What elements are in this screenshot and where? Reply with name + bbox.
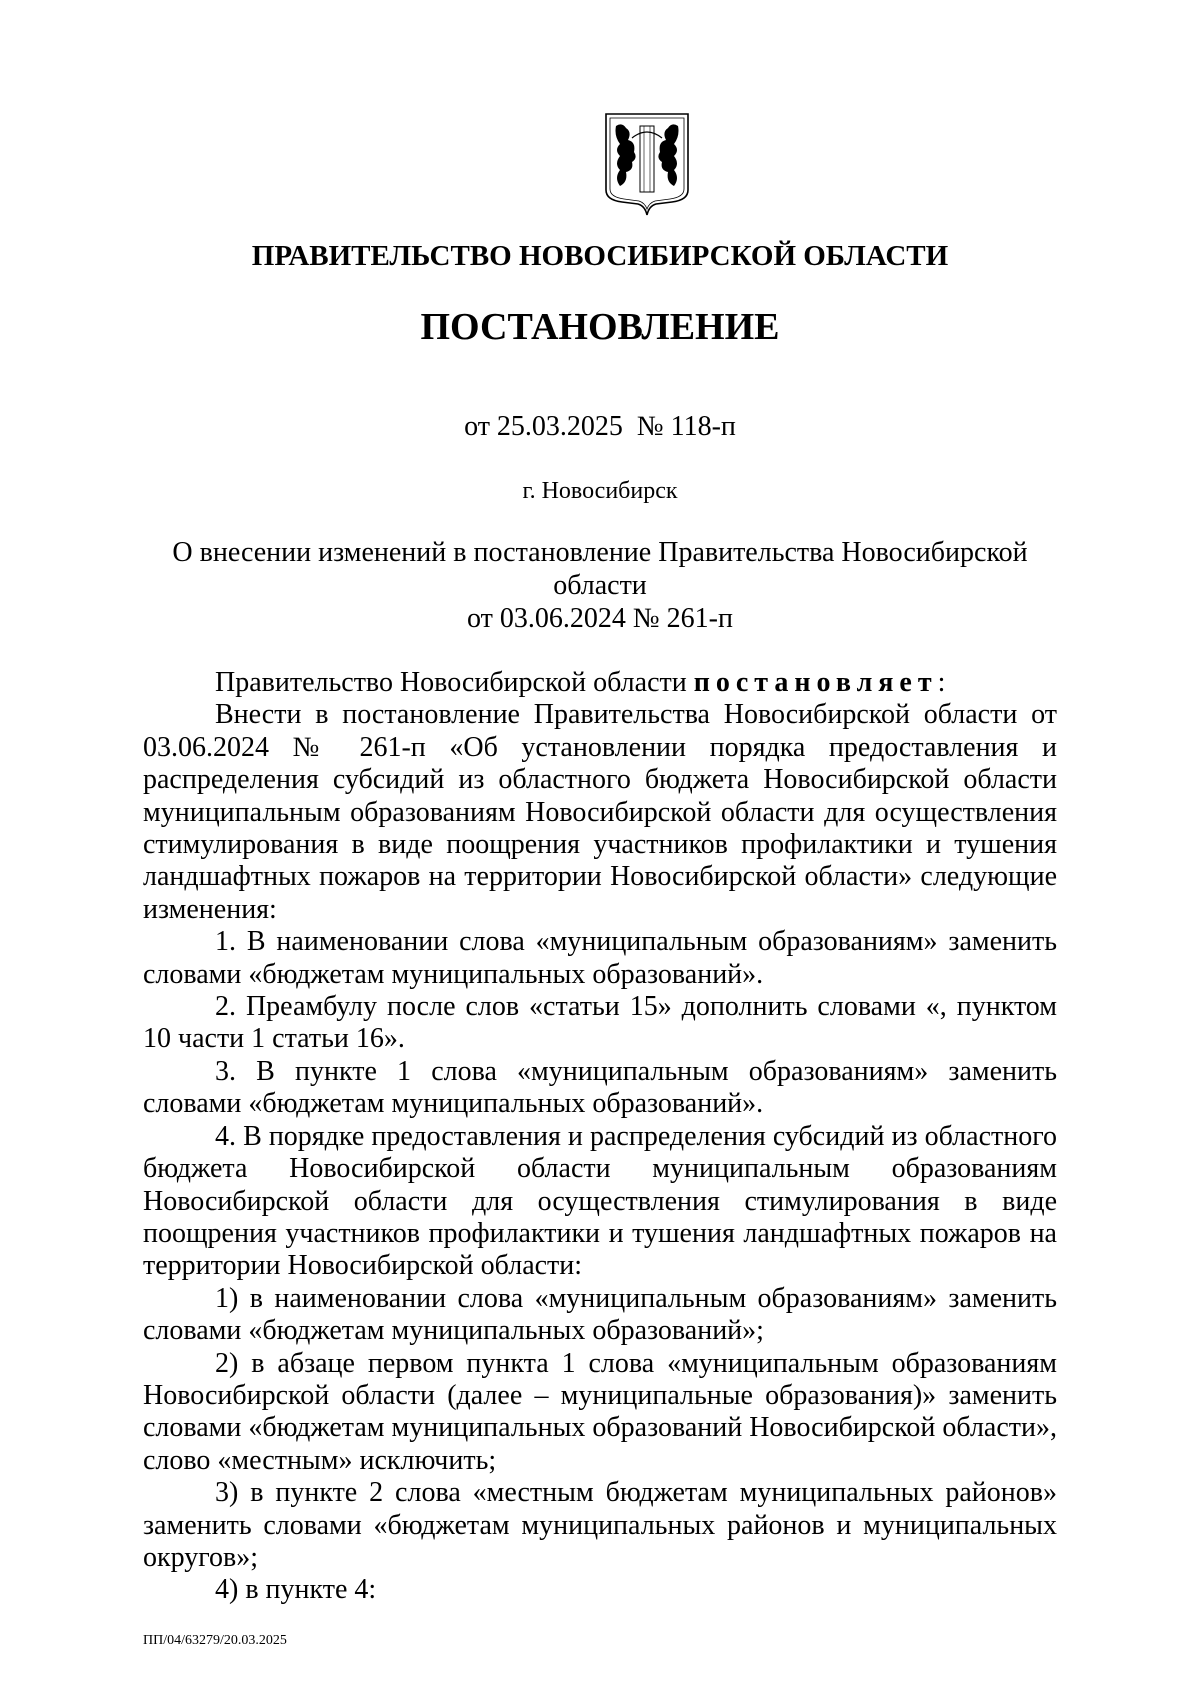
preamble-text: Правительство Новосибирской области: [215, 667, 694, 698]
body-paragraph: 1) в наименовании слова «муниципальным образованиям» заменить словами «бюджетам муниципальных образований»;: [143, 1282, 1057, 1347]
preamble-paragraph: [143, 667, 1057, 699]
organization-heading: ПРАВИТЕЛЬСТВО НОВОСИБИРСКОЙ ОБЛАСТИ: [251, 240, 949, 272]
date-number-line: от 25.03.2025 № 118-п: [464, 411, 736, 442]
body-paragraph: 4) в пункте 4:: [215, 1574, 377, 1606]
coat-of-arms-icon: [602, 112, 692, 217]
document-title: [140, 536, 1060, 635]
footer-code: ПП/04/63279/20.03.2025: [143, 1633, 287, 1648]
title-line-2: от 03.06.2024 № 261-п: [467, 603, 733, 634]
body-paragraph: 2. Преамбулу после слов «статьи 15» дополнить словами «, пунктом 10 части 1 статьи 16».: [143, 991, 1057, 1055]
preamble-emphasis: постановляет: [693, 667, 938, 698]
document-type-heading: ПОСТАНОВЛЕНИЕ: [420, 306, 780, 348]
body-paragraph: 3. В пункте 1 слова «муниципальным образованиям» заменить словами «бюджетам муниципальных образований».: [143, 1055, 1057, 1120]
body-paragraph: 2) в абзаце первом пункта 1 слова «муниципальным образованиям Новосибирской области (далее – муниципальные образования)» заменить словами «бюджетам муниципальных образований Новосибирской области», слово «местным» исключить;: [143, 1347, 1057, 1476]
document-body: [143, 667, 1057, 1607]
body-paragraph: 1. В наименовании слова «муниципальным образованиям» заменить словами «бюджетам муниципальных образований».: [143, 926, 1057, 990]
body-paragraph: 4. В порядке предоставления и распределения субсидий из областного бюджета Новосибирской области муниципальным образованиям Новосибирской области для осуществления стимулирования в виде поощрения участников профилактики и тушения ландшафтных пожаров на территории Новосибирской области:: [143, 1120, 1057, 1282]
title-line-1: О внесении изменений в постановление Правительства Новосибирской области: [172, 537, 1028, 601]
preamble-suffix: :: [937, 667, 946, 698]
city-line: г. Новосибирск: [522, 478, 678, 504]
body-paragraph: 3) в пункте 2 слова «местным бюджетам муниципальных районов» заменить словами «бюджетам муниципальных районов и муниципальных округов»;: [143, 1477, 1057, 1573]
body-paragraph: Внести в постановление Правительства Новосибирской области от 03.06.2024 № 261-п «Об установлении порядка предоставления и распределения субсидий из областного бюджета Новосибирской области муниципальным образованиям Новосибирской области для осуществления стимулирования в виде поощрения участников профилактики и тушения ландшафтных пожаров на территории Новосибирской области» следующие изменения:: [143, 699, 1057, 925]
